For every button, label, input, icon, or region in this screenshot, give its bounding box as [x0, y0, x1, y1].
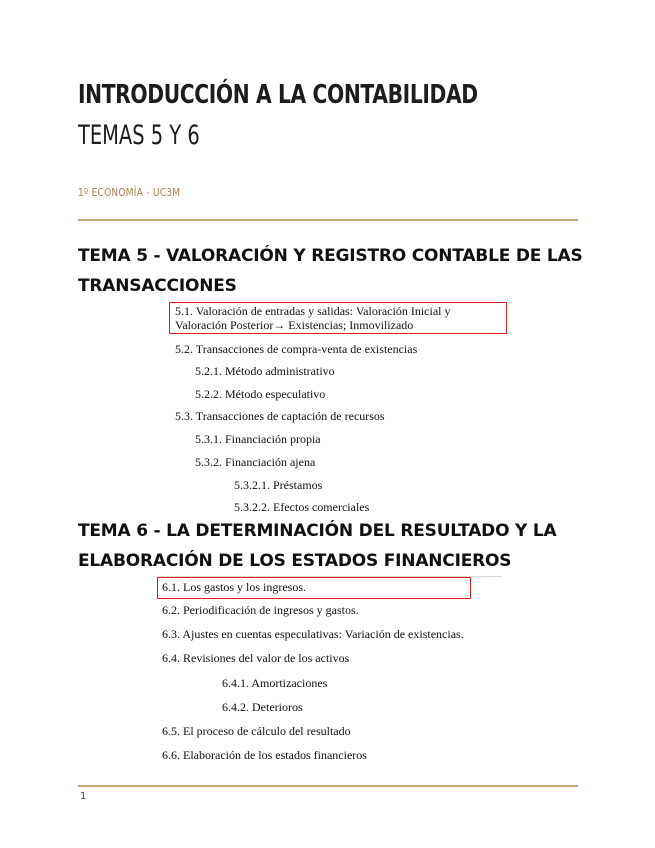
toc-item-6-4: 6.4. Revisiones del valor de los activos: [162, 651, 350, 665]
tema5-heading: [78, 241, 598, 301]
toc-item-5-2-1: 5.2.1. Método administrativo: [195, 364, 335, 378]
bottom-divider: [78, 785, 578, 787]
toc-item-5-3: 5.3. Transacciones de captación de recursos: [175, 409, 385, 423]
document-title: INTRODUCCIÓN A LA CONTABILIDAD: [78, 80, 478, 110]
toc-item-6-1: 6.1. Los gastos y los ingresos.: [162, 580, 306, 594]
toc-item-5-2-2: 5.2.2. Método especulativo: [195, 387, 326, 401]
top-divider: [78, 219, 578, 221]
toc-item-5-3-2-1: 5.3.2.1. Préstamos: [234, 478, 323, 492]
toc-item-5-2: 5.2. Transacciones de compra-venta de existencias: [175, 342, 418, 356]
toc-item-6-2: 6.2. Periodificación de ingresos y gastos.: [162, 603, 359, 617]
toc-item-5-1-line2: Valoración Posterior→ Existencias; Inmovilizado: [175, 318, 414, 332]
toc-item-6-4-1: 6.4.1. Amortizaciones: [222, 676, 328, 690]
tema6-heading: [78, 516, 598, 576]
toc-item-5-3-2: 5.3.2. Financiación ajena: [195, 455, 316, 469]
page-number: 1: [80, 791, 87, 802]
toc-item-6-5: 6.5. El proceso de cálculo del resultado: [162, 724, 351, 738]
toc-item-6-3: 6.3. Ajustes en cuentas especulativas: Variación de existencias.: [162, 627, 464, 641]
tema6-heading-line2: ELABORACIÓN DE LOS ESTADOS FINANCIEROS: [78, 551, 512, 571]
toc-item-5-3-1: 5.3.1. Financiación propia: [195, 432, 321, 446]
toc-item-5-1-line1: 5.1. Valoración de entradas y salidas: Valoración Inicial y: [175, 304, 451, 318]
tema5-heading-line2: TRANSACCIONES: [78, 276, 237, 296]
toc-item-6-4-2: 6.4.2. Deterioros: [222, 700, 303, 714]
course-meta: 1º ECONOMÍA - UC3M: [78, 186, 181, 199]
toc-item-5-3-2-2: 5.3.2.2. Efectos comerciales: [234, 500, 370, 514]
tema6-heading-line1: TEMA 6 - LA DETERMINACIÓN DEL RESULTADO Y LA: [78, 521, 557, 541]
toc-item-6-6: 6.6. Elaboración de los estados financieros: [162, 748, 367, 762]
tema5-heading-line1: TEMA 5 - VALORACIÓN Y REGISTRO CONTABLE DE LAS: [78, 246, 583, 266]
toc-item-5-1: [175, 304, 450, 332]
document-subtitle: TEMAS 5 Y 6: [78, 120, 200, 151]
